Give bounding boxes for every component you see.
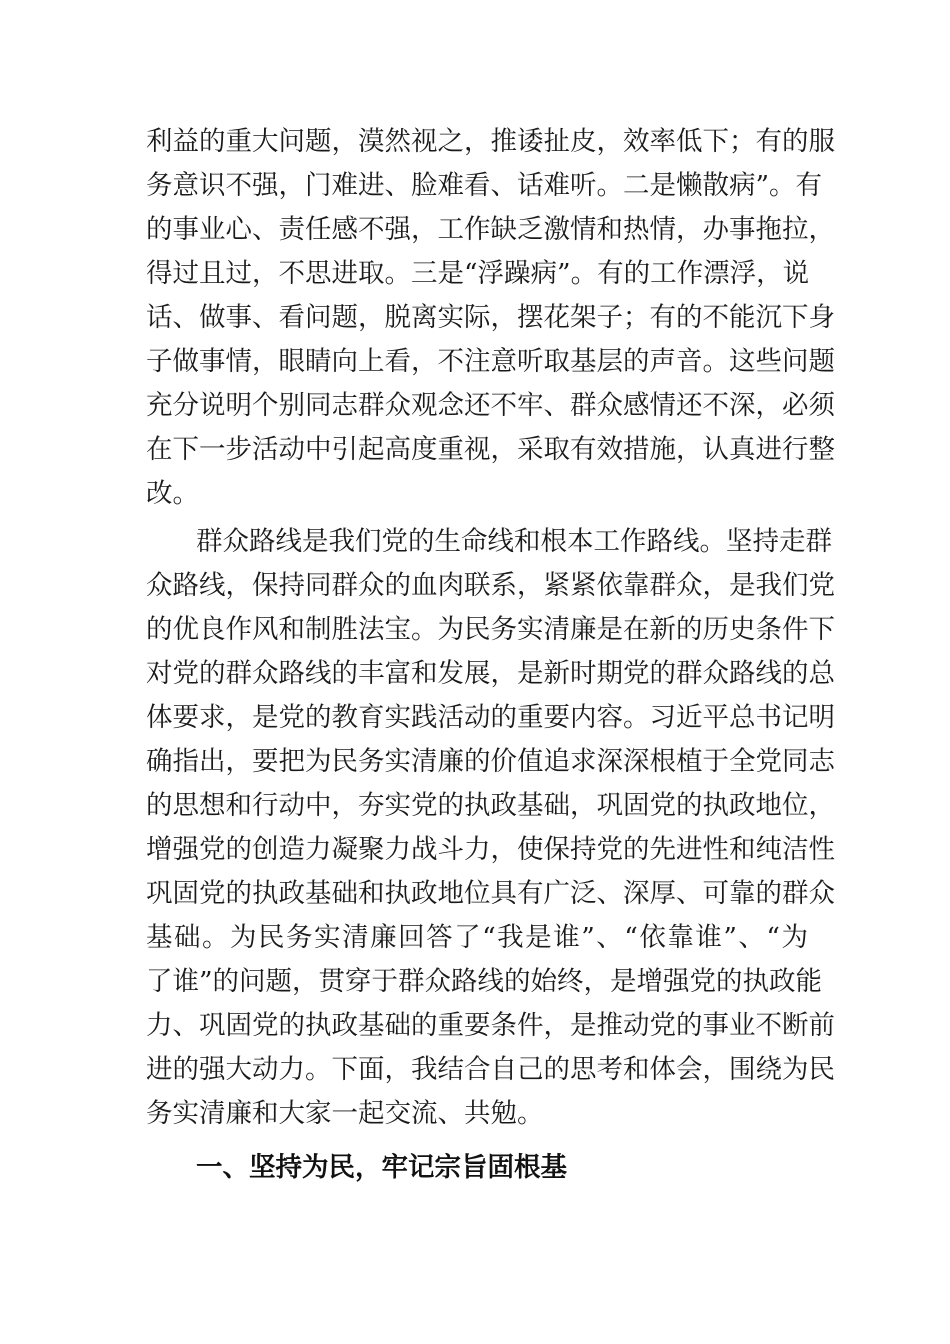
paragraph-2-line-8: 增强党的创造力凝聚力战斗力，使保持党的先进性和纯洁性 xyxy=(146,834,835,865)
paragraph-2-line-2: 众路线，保持同群众的血肉联系，紧紧依靠群众，是我们党 xyxy=(146,570,835,601)
paragraph-2-line-11: 了谁”的问题，贯穿于群众路线的始终，是增强党的执政能 xyxy=(146,966,823,997)
paragraph-2-line-9: 巩固党的执政基础和执政地位具有广泛、深厚、可靠的群众 xyxy=(146,878,835,909)
paragraph-2-line-10: 基础。为民务实清廉回答了“我是谁”、“依靠谁”、“为 xyxy=(146,922,808,953)
paragraph-1-line-7: 充分说明个别同志群众观念还不牢、群众感情还不深，必须 xyxy=(146,390,835,421)
paragraph-1-line-3: 的事业心、责任感不强，工作缺乏激情和热情，办事拖拉， xyxy=(146,214,835,245)
paragraph-2-line-3: 的优良作风和制胜法宝。为民务实清廉是在新的历史条件下 xyxy=(146,614,835,645)
paragraph-2-line-5: 体要求，是党的教育实践活动的重要内容。习近平总书记明 xyxy=(146,702,835,733)
paragraph-1-line-4: 得过且过，不思进取。三是“浮躁病”。有的工作漂浮，说 xyxy=(146,258,810,289)
paragraph-1-line-9: 改。 xyxy=(146,478,199,509)
paragraph-2-line-4: 对党的群众路线的丰富和发展，是新时期党的群众路线的总 xyxy=(146,658,835,689)
paragraph-2-line-12: 力、巩固党的执政基础的重要条件，是推动党的事业不断前 xyxy=(146,1010,835,1041)
paragraph-2-line-14: 务实清廉和大家一起交流、共勉。 xyxy=(146,1098,544,1129)
paragraph-2-line-7: 的思想和行动中，夯实党的执政基础，巩固党的执政地位， xyxy=(146,790,835,821)
paragraph-1-line-6: 子做事情，眼睛向上看，不注意听取基层的声音。这些问题 xyxy=(146,346,835,377)
paragraph-2-line-6: 确指出，要把为民务实清廉的价值追求深深根植于全党同志 xyxy=(146,746,835,777)
paragraph-1-line-2: 务意识不强，门难进、脸难看、话难听。二是懒散病”。有 xyxy=(146,170,823,201)
paragraph-1-line-8: 在下一步活动中引起高度重视，采取有效措施，认真进行整 xyxy=(146,434,835,465)
paragraph-1-line-1: 利益的重大问题，漠然视之，推诿扯皮，效率低下；有的服 xyxy=(146,126,835,157)
paragraph-1-line-5: 话、做事、看问题，脱离实际，摆花架子；有的不能沉下身 xyxy=(146,302,835,333)
section-heading: 一、坚持为民，牢记宗旨固根基 xyxy=(196,1152,567,1183)
paragraph-2-line-13: 进的强大动力。下面，我结合自己的思考和体会，围绕为民 xyxy=(146,1054,835,1085)
paragraph-2-line-1: 群众路线是我们党的生命线和根本工作路线。坚持走群 xyxy=(196,526,832,557)
